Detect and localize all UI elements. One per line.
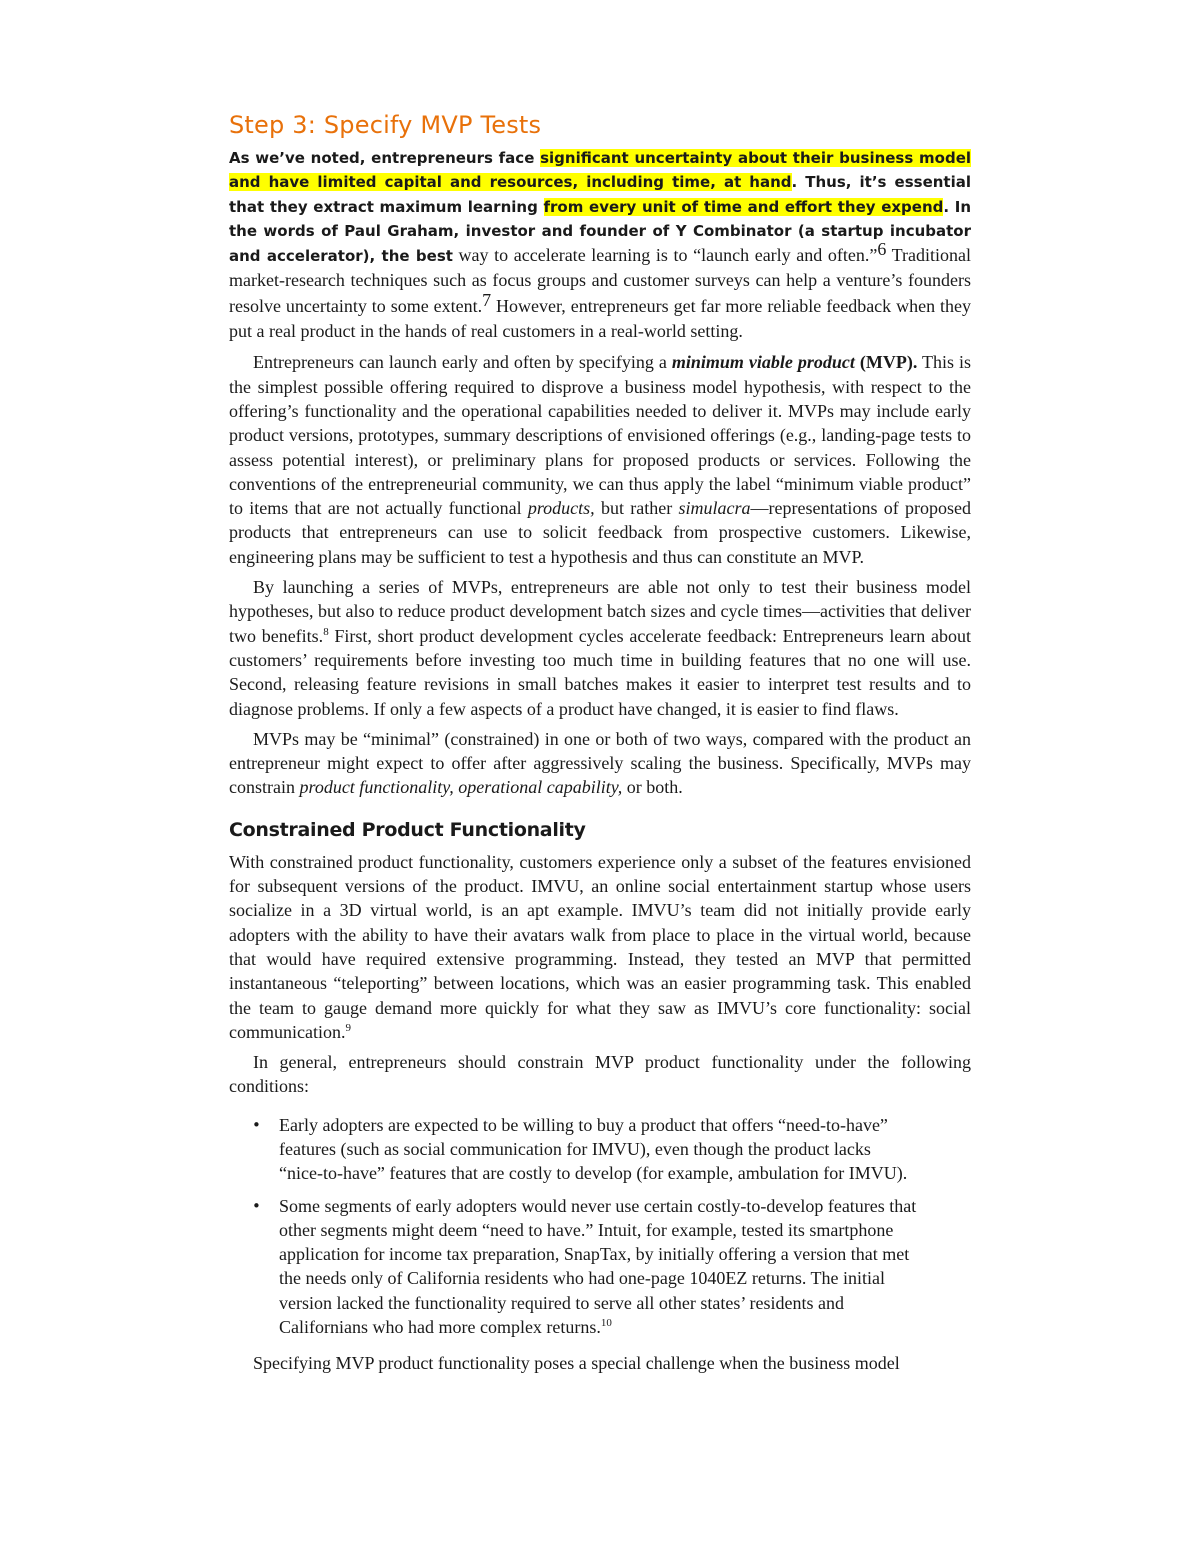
mvp-definition-paragraph	[229, 350, 971, 569]
simulacra-word: simulacra	[678, 498, 751, 519]
mvp-series-paragraph	[229, 575, 971, 721]
mvp-def-text-e: —representations of proposed products that entrepreneurs can use to solicit feedback from prospective customers. Likewise, engineering plans may be sufficient to test a hypothesis and thus can constitute an MVP.	[229, 498, 971, 567]
products-word: products,	[527, 498, 595, 519]
mvp-def-text-c: This is the simplest possible offering required to disprove a business model hypothesis, with respect to the offering’s functionality and the operational capabilities needed to deliver it. MVPs may include early product versions, prototypes, summary descriptions of envisioned offerings (e.g., landing-page tests to assess potential interest), or preliminary plans for proposed products or services. Following the conventions of the entrepreneurial community, we can thus apply the label “minimum viable product” to items that are not actually functional	[229, 352, 972, 519]
bullet-icon: •	[252, 1196, 261, 1215]
series-text-b: First, short product development cycles accelerate feedback: Entrepreneurs learn about customers’ requirements before investing too much time in building features that no one will use. Second, releasing feature revisions in small batches makes it easier to interpret test results and to diagnose problems. If only a few aspects of a product have changed, it is easier to find flaws.	[229, 625, 971, 719]
mvp-def-text-a: Entrepreneurs can launch early and often by specifying a	[253, 352, 672, 373]
bullet-icon: •	[252, 1115, 261, 1134]
list-item-text: Some segments of early adopters would never use certain costly-to-develop features that other segments might deem “need to have.” Intuit, for example, tested its smartphone application for income tax preparation, SnapTax, by initially offering a version that met the needs only of California residents who had one-page 1040EZ returns. The initial version lacked the functionality required to serve all other states’ residents and Californians who had more complex returns.	[279, 1195, 917, 1338]
mvp-minimal-paragraph	[229, 727, 971, 800]
minimal-text-b: or both.	[622, 777, 683, 798]
intro-text-3: . In the words of Paul Graham, investor and founder of Y Combinator (a startup incubator and accelerator), the best	[229, 197, 972, 266]
mvp-abbrev: (MVP).	[854, 352, 918, 373]
minimal-text-a: MVPs may be “minimal” (constrained) in one or both of two ways, compared with the product an entrepreneur might expect to offer after aggressively scaling the business. Specifically, MVPs may constrain	[229, 728, 971, 798]
footnote-ref-8: 8	[323, 625, 329, 638]
list-item-text: Early adopters are expected to be willing to buy a product that offers “need-to-have” features (such as social communication for IMVU), even though the product lacks “nice-to-have” features that are costly to develop (for example, ambulation for IMVU).	[279, 1114, 908, 1184]
highlight-uncertainty: significant uncertainty about their business model and have limited capital and resources, including time, at hand	[229, 149, 972, 192]
footnote-ref-10: 10	[600, 1317, 612, 1330]
intro-text-1: As we’ve noted, entrepreneurs face	[229, 149, 541, 167]
mvp-def-text-d: but rather	[594, 498, 679, 519]
intro-text-4: way to accelerate learning is to “launch early and often.”	[452, 245, 878, 266]
intro-text-6: However, entrepreneurs get far more reliable feedback when they put a real product in the hands of real customers in a real-world setting.	[229, 295, 971, 342]
section-heading: Constrained Product Functionality	[229, 818, 586, 841]
list-item	[229, 1113, 971, 1186]
footnote-ref-7: 7	[482, 289, 492, 310]
series-text-a: By launching a series of MVPs, entrepreneurs are able not only to test their business model hypotheses, but also to reduce product development batch sizes and cycle times—activities that deliver two benefits.	[229, 577, 971, 646]
footnote-ref-6: 6	[877, 239, 887, 260]
closing-paragraph: Specifying MVP product functionality poses a special challenge when the business model	[253, 1353, 900, 1374]
highlight-effort: from every unit of time and effort they expend	[543, 197, 944, 216]
imvu-paragraph	[229, 850, 971, 1044]
intro-text-5: Traditional market-research techniques such as focus groups and customer surveys can help a venture’s founders resolve uncertainty to some extent.	[229, 245, 972, 316]
conditions-intro-paragraph: In general, entrepreneurs should constrain MVP product functionality under the following conditions:	[229, 1052, 971, 1097]
constraint-types: product functionality, operational capability,	[299, 777, 623, 798]
conditions-list	[229, 1113, 971, 1340]
mvp-term: minimum viable product	[671, 352, 855, 373]
list-item	[229, 1194, 971, 1340]
imvu-text: With constrained product functionality, customers experience only a subset of the features envisioned for subsequent versions of the product. IMVU, an online social entertainment startup whose users socialize in a 3D virtual world, is an apt example. IMVU’s team did not initially provide early adopters with the ability to have their avatars walk from place to place in the virtual world, because that would have required extensive programming. Instead, they tested an MVP that permitted instantaneous “teleporting” between locations, which was an easier programming task. This enabled the team to gauge demand more quickly for what they saw as IMVU’s core functionality: social communication.	[229, 851, 971, 1042]
document-content	[229, 108, 971, 1376]
page-title: Step 3: Specify MVP Tests	[229, 111, 542, 139]
intro-text-2: . Thus, it’s essential that they extract maximum learning	[229, 173, 971, 216]
footnote-ref-9: 9	[345, 1021, 351, 1034]
intro-paragraph	[229, 146, 971, 344]
